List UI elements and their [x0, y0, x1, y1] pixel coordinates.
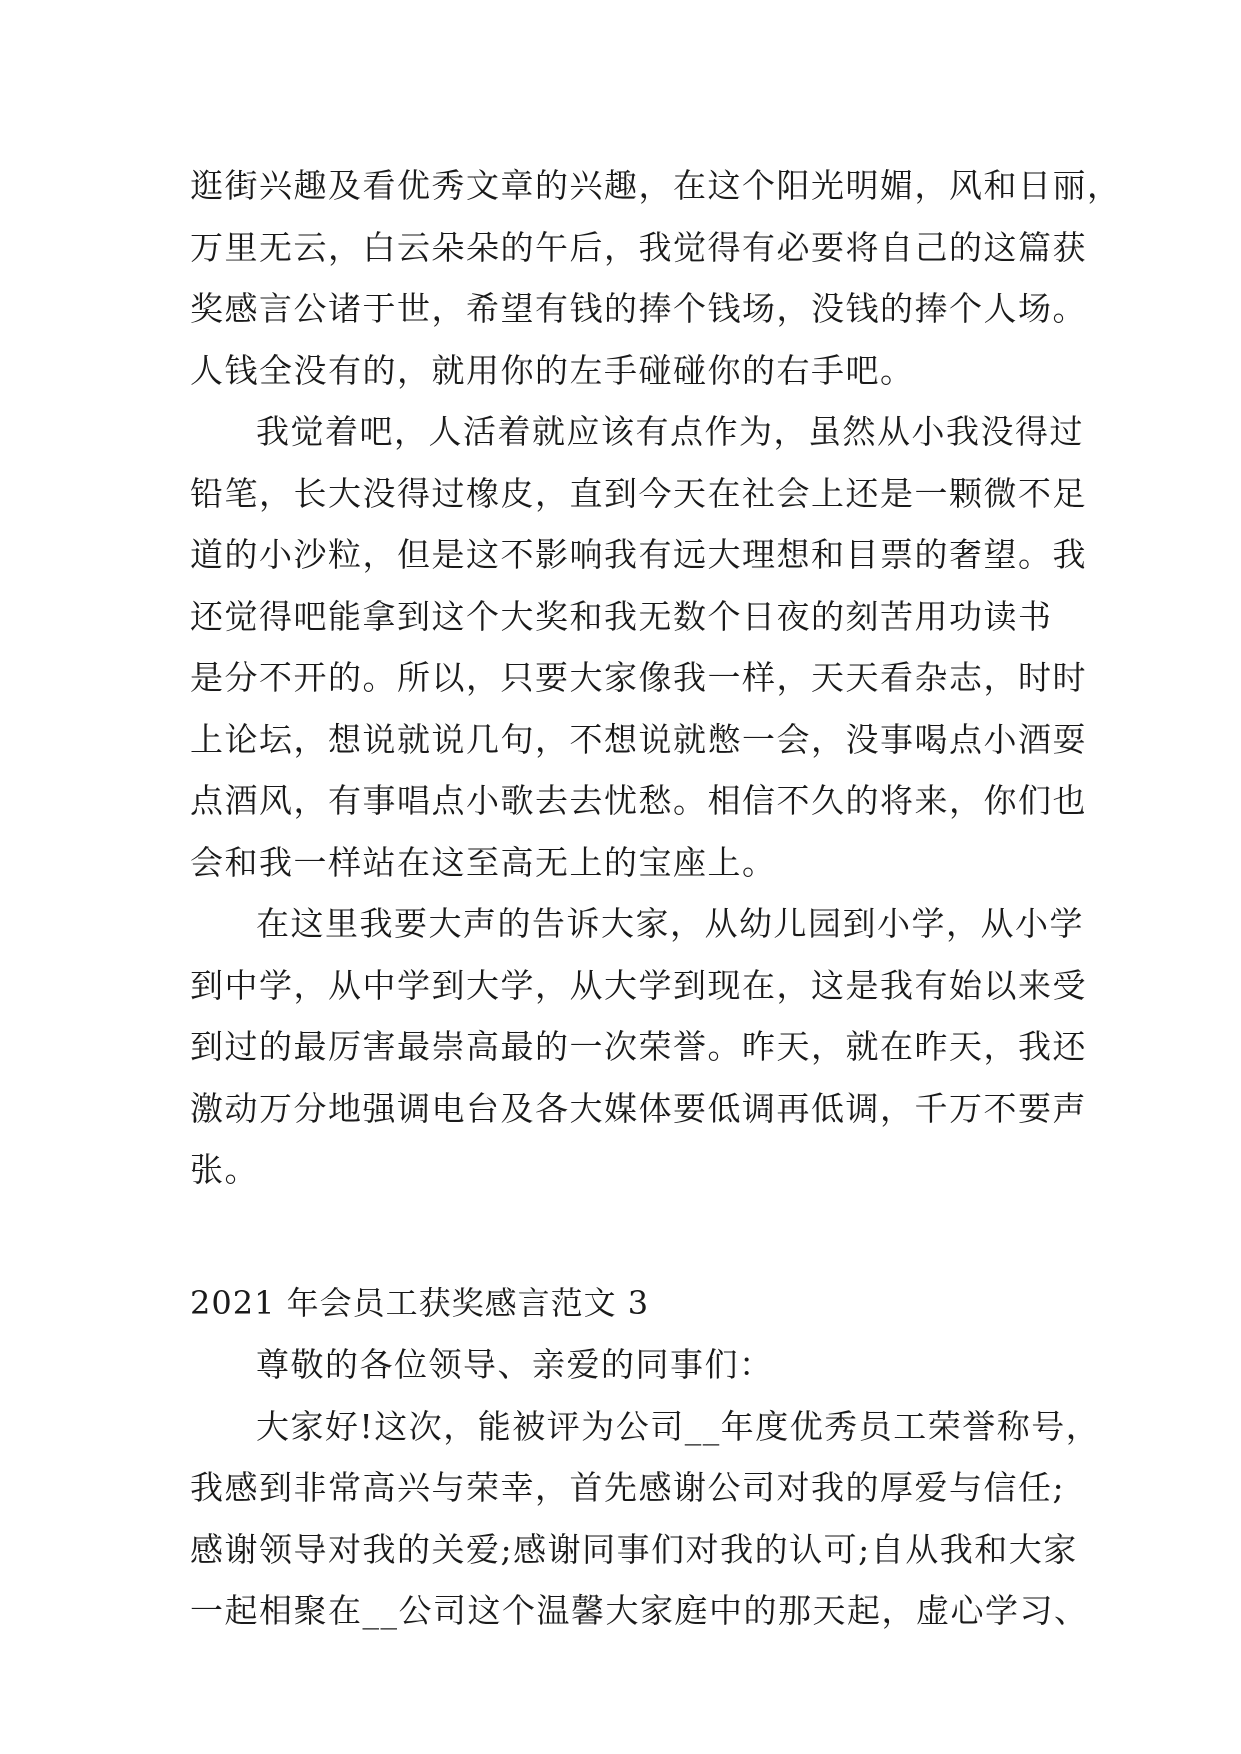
text-line: 上论坛，想说就说几句，不想说就憋一会，没事喝点小酒耍	[190, 719, 1087, 759]
text-line: 尊敬的各位领导、亲爱的同事们：	[256, 1345, 774, 1384]
paragraph-2	[190, 401, 1087, 893]
text-line: 激动万分地强调电台及各大媒体要低调再低调，千万不要声	[190, 1088, 1087, 1128]
text-line: 大家好!这次，能被评为公司__年度优秀员工荣誉称号，	[256, 1406, 1101, 1446]
text-line: 在这里我要大声的告诉大家，从幼儿园到小学，从小学	[256, 904, 1084, 943]
text-line: 点酒风，有事唱点小歌去去忧愁。相信不久的将来，你们也	[190, 781, 1087, 820]
text-line: 是分不开的。所以，只要大家像我一样，天天看杂志，时时	[190, 658, 1087, 697]
text-line: 铅笔，长大没得过橡皮，直到今天在社会上还是一颗微不足	[190, 473, 1087, 513]
text-line: 我感到非常高兴与荣幸，首先感谢公司对我的厚爱与信任;	[190, 1468, 1066, 1507]
text-line: 到中学，从中学到大学，从大学到现在，这是我有始以来受	[190, 965, 1087, 1005]
section-spacer	[190, 1201, 1070, 1273]
salutation	[190, 1334, 1070, 1396]
text-line: 还觉得吧能拿到这个大奖和我无数个日夜的刻苦用功读书	[190, 596, 1053, 636]
section3-paragraph	[190, 1396, 1101, 1642]
paragraph-3	[190, 893, 1087, 1201]
text-line: 张。	[190, 1150, 259, 1189]
text-line: 我觉着吧，人活着就应该有点作为，虽然从小我没得过	[256, 412, 1084, 451]
paragraph-1	[190, 155, 1122, 401]
text-line: 奖感言公诸于世，希望有钱的捧个钱场，没钱的捧个人场。	[190, 289, 1087, 328]
text-line: 一起相聚在__公司这个温馨大家庭中的那天起，虚心学习、	[190, 1591, 1089, 1630]
text-line: 感谢领导对我的关爱;感谢同事们对我的认可;自从我和大家	[190, 1529, 1078, 1569]
text-line: 会和我一样站在这至高无上的宝座上。	[190, 842, 777, 882]
text-line: 人钱全没有的，就用你的左手碰碰你的右手吧。	[190, 350, 915, 390]
document-page	[190, 155, 1122, 1642]
text-line: 道的小沙粒，但是这不影响我有远大理想和目票的奢望。我	[190, 535, 1087, 574]
text-line: 逛街兴趣及看优秀文章的兴趣，在这个阳光明媚，风和日丽，	[190, 166, 1122, 205]
text-line: 万里无云，白云朵朵的午后，我觉得有必要将自己的这篇获	[190, 227, 1087, 267]
section-heading: 2021 年会员工获奖感言范文 3	[190, 1283, 650, 1322]
text-line: 到过的最厉害最崇高最的一次荣誉。昨天，就在昨天，我还	[190, 1027, 1087, 1066]
